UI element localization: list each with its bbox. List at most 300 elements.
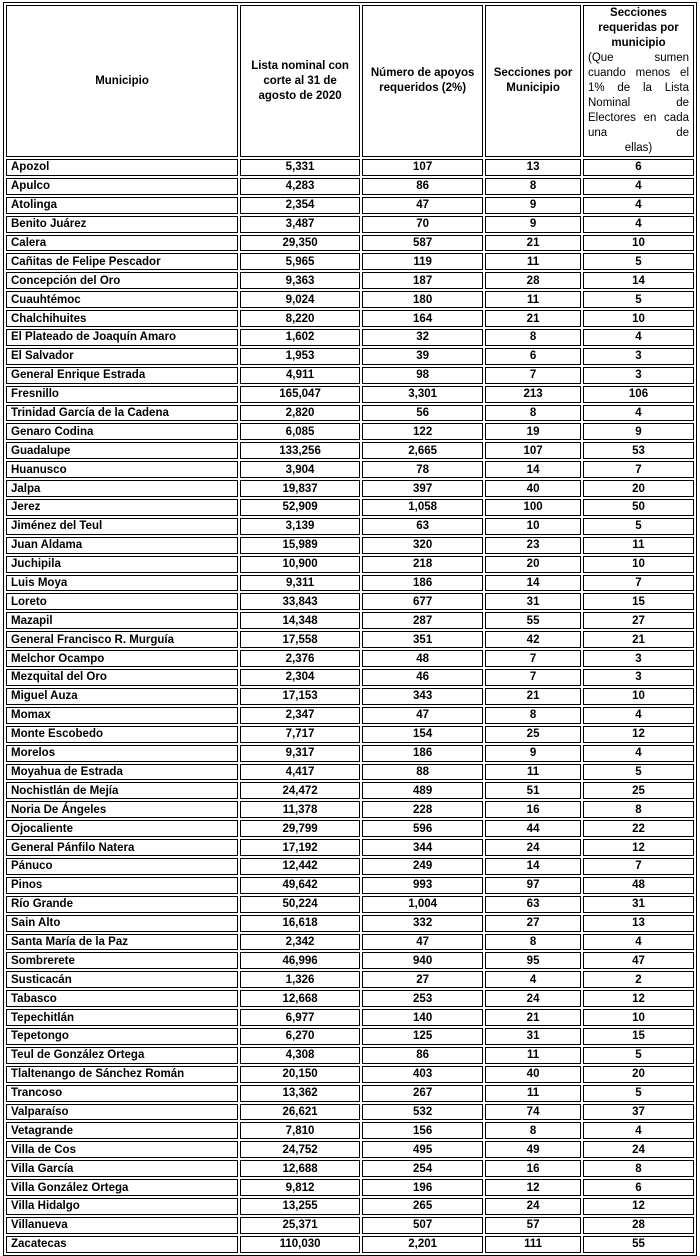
table-row: [6, 499, 694, 516]
cell-lista-nominal: 8,220: [240, 310, 360, 327]
cell-municipio: Benito Juárez: [6, 216, 238, 233]
cell-secciones-requeridas: 15: [583, 593, 694, 610]
cell-municipio: Pánuco: [6, 858, 238, 875]
table-row: [6, 631, 694, 648]
cell-apoyos-requeridos: 47: [362, 934, 483, 951]
cell-lista-nominal: 2,347: [240, 707, 360, 724]
cell-secciones-requeridas: 10: [583, 688, 694, 705]
cell-lista-nominal: 6,977: [240, 1009, 360, 1026]
cell-apoyos-requeridos: 287: [362, 612, 483, 629]
cell-secciones-por-municipio: 51: [485, 782, 581, 799]
cell-apoyos-requeridos: 140: [362, 1009, 483, 1026]
cell-lista-nominal: 24,472: [240, 782, 360, 799]
cell-secciones-requeridas: 10: [583, 235, 694, 252]
cell-secciones-requeridas: 5: [583, 518, 694, 535]
cell-secciones-requeridas: 24: [583, 1141, 694, 1158]
cell-secciones-por-municipio: 100: [485, 499, 581, 516]
table-row: [6, 367, 694, 384]
cell-secciones-por-municipio: 42: [485, 631, 581, 648]
cell-lista-nominal: 6,270: [240, 1028, 360, 1045]
cell-apoyos-requeridos: 532: [362, 1104, 483, 1121]
cell-secciones-por-municipio: 21: [485, 310, 581, 327]
cell-lista-nominal: 49,642: [240, 877, 360, 894]
cell-apoyos-requeridos: 267: [362, 1085, 483, 1102]
cell-secciones-por-municipio: 21: [485, 235, 581, 252]
table-row: [6, 896, 694, 913]
cell-apoyos-requeridos: 332: [362, 915, 483, 932]
header-secciones-requeridas: [583, 5, 694, 157]
cell-secciones-por-municipio: 14: [485, 575, 581, 592]
cell-apoyos-requeridos: 344: [362, 839, 483, 856]
cell-apoyos-requeridos: 56: [362, 405, 483, 422]
cell-secciones-requeridas: 4: [583, 707, 694, 724]
cell-secciones-requeridas: 11: [583, 537, 694, 554]
cell-secciones-por-municipio: 7: [485, 367, 581, 384]
table-row: [6, 461, 694, 478]
cell-municipio: El Salvador: [6, 348, 238, 365]
cell-secciones-requeridas: 5: [583, 1085, 694, 1102]
cell-apoyos-requeridos: 180: [362, 291, 483, 308]
cell-municipio: Morelos: [6, 745, 238, 762]
cell-apoyos-requeridos: 3,301: [362, 386, 483, 403]
cell-municipio: Trancoso: [6, 1085, 238, 1102]
cell-lista-nominal: 14,348: [240, 612, 360, 629]
cell-secciones-por-municipio: 7: [485, 650, 581, 667]
cell-municipio: Sombrerete: [6, 952, 238, 969]
cell-secciones-por-municipio: 111: [485, 1236, 581, 1253]
header-lista-nominal: Lista nominal con corte al 31 de agosto de 2020: [240, 5, 360, 157]
cell-municipio: Luis Moya: [6, 575, 238, 592]
cell-apoyos-requeridos: 187: [362, 272, 483, 289]
table-row: [6, 178, 694, 195]
cell-secciones-por-municipio: 21: [485, 688, 581, 705]
cell-lista-nominal: 17,153: [240, 688, 360, 705]
cell-municipio: Villanueva: [6, 1217, 238, 1234]
cell-apoyos-requeridos: 343: [362, 688, 483, 705]
header-secciones-requeridas-title: Secciones requeridas por municipio: [598, 7, 679, 49]
cell-secciones-requeridas: 48: [583, 877, 694, 894]
cell-apoyos-requeridos: 1,058: [362, 499, 483, 516]
cell-secciones-requeridas: 7: [583, 858, 694, 875]
cell-apoyos-requeridos: 587: [362, 235, 483, 252]
cell-secciones-por-municipio: 97: [485, 877, 581, 894]
cell-secciones-requeridas: 20: [583, 480, 694, 497]
table-row: [6, 423, 694, 440]
cell-municipio: Huanusco: [6, 461, 238, 478]
cell-apoyos-requeridos: 107: [362, 159, 483, 176]
cell-secciones-por-municipio: 8: [485, 329, 581, 346]
cell-secciones-por-municipio: 7: [485, 669, 581, 686]
cell-secciones-por-municipio: 16: [485, 801, 581, 818]
cell-secciones-por-municipio: 6: [485, 348, 581, 365]
cell-lista-nominal: 1,602: [240, 329, 360, 346]
cell-lista-nominal: 1,953: [240, 348, 360, 365]
cell-secciones-requeridas: 37: [583, 1104, 694, 1121]
cell-secciones-por-municipio: 21: [485, 1009, 581, 1026]
cell-municipio: Pinos: [6, 877, 238, 894]
cell-apoyos-requeridos: 489: [362, 782, 483, 799]
cell-secciones-requeridas: 28: [583, 1217, 694, 1234]
table-row: [6, 1217, 694, 1234]
cell-apoyos-requeridos: 1,004: [362, 896, 483, 913]
cell-municipio: Villa Hidalgo: [6, 1198, 238, 1215]
cell-secciones-por-municipio: 19: [485, 423, 581, 440]
cell-municipio: Vetagrande: [6, 1122, 238, 1139]
table-row: [6, 1122, 694, 1139]
municipios-table: [3, 2, 697, 1256]
cell-secciones-requeridas: 4: [583, 934, 694, 951]
cell-secciones-por-municipio: 8: [485, 707, 581, 724]
cell-municipio: Teul de González Ortega: [6, 1047, 238, 1064]
cell-municipio: Apulco: [6, 178, 238, 195]
cell-secciones-requeridas: 10: [583, 556, 694, 573]
cell-secciones-requeridas: 4: [583, 216, 694, 233]
cell-secciones-por-municipio: 4: [485, 971, 581, 988]
cell-secciones-por-municipio: 16: [485, 1160, 581, 1177]
cell-apoyos-requeridos: 265: [362, 1198, 483, 1215]
table-row: [6, 971, 694, 988]
table-row: [6, 745, 694, 762]
cell-apoyos-requeridos: 403: [362, 1066, 483, 1083]
header-secciones-por-municipio: Secciones por Municipio: [485, 5, 581, 157]
cell-apoyos-requeridos: 397: [362, 480, 483, 497]
cell-apoyos-requeridos: 88: [362, 764, 483, 781]
cell-municipio: Villa de Cos: [6, 1141, 238, 1158]
cell-secciones-por-municipio: 11: [485, 1047, 581, 1064]
cell-lista-nominal: 2,342: [240, 934, 360, 951]
table-row: [6, 782, 694, 799]
cell-lista-nominal: 9,311: [240, 575, 360, 592]
cell-lista-nominal: 3,487: [240, 216, 360, 233]
cell-apoyos-requeridos: 47: [362, 707, 483, 724]
cell-secciones-requeridas: 4: [583, 197, 694, 214]
cell-secciones-por-municipio: 11: [485, 764, 581, 781]
cell-apoyos-requeridos: 164: [362, 310, 483, 327]
cell-secciones-por-municipio: 213: [485, 386, 581, 403]
cell-apoyos-requeridos: 993: [362, 877, 483, 894]
header-municipio: Municipio: [6, 5, 238, 157]
cell-municipio: Atolinga: [6, 197, 238, 214]
cell-secciones-por-municipio: 12: [485, 1179, 581, 1196]
cell-municipio: Río Grande: [6, 896, 238, 913]
cell-secciones-requeridas: 55: [583, 1236, 694, 1253]
cell-municipio: Zacatecas: [6, 1236, 238, 1253]
cell-lista-nominal: 3,139: [240, 518, 360, 535]
cell-lista-nominal: 7,717: [240, 726, 360, 743]
cell-municipio: Concepción del Oro: [6, 272, 238, 289]
table-row: [6, 575, 694, 592]
cell-municipio: Chalchihuites: [6, 310, 238, 327]
cell-secciones-requeridas: 6: [583, 1179, 694, 1196]
table-body: [6, 159, 694, 1253]
cell-lista-nominal: 3,904: [240, 461, 360, 478]
cell-apoyos-requeridos: 70: [362, 216, 483, 233]
table-row: [6, 1104, 694, 1121]
document-page: [3, 2, 697, 1256]
cell-municipio: Monte Escobedo: [6, 726, 238, 743]
cell-lista-nominal: 2,820: [240, 405, 360, 422]
cell-lista-nominal: 2,304: [240, 669, 360, 686]
cell-municipio: Ojocaliente: [6, 820, 238, 837]
cell-secciones-por-municipio: 25: [485, 726, 581, 743]
cell-secciones-requeridas: 7: [583, 575, 694, 592]
cell-secciones-requeridas: 53: [583, 442, 694, 459]
table-row: [6, 669, 694, 686]
cell-secciones-por-municipio: 9: [485, 197, 581, 214]
cell-apoyos-requeridos: 27: [362, 971, 483, 988]
table-row: [6, 1066, 694, 1083]
cell-apoyos-requeridos: 39: [362, 348, 483, 365]
table-row: [6, 1236, 694, 1253]
cell-municipio: Momax: [6, 707, 238, 724]
cell-secciones-por-municipio: 8: [485, 934, 581, 951]
cell-apoyos-requeridos: 2,201: [362, 1236, 483, 1253]
cell-secciones-requeridas: 4: [583, 405, 694, 422]
cell-secciones-por-municipio: 49: [485, 1141, 581, 1158]
cell-secciones-requeridas: 12: [583, 990, 694, 1007]
cell-lista-nominal: 5,965: [240, 253, 360, 270]
cell-secciones-por-municipio: 24: [485, 1198, 581, 1215]
cell-secciones-requeridas: 20: [583, 1066, 694, 1083]
cell-lista-nominal: 19,837: [240, 480, 360, 497]
cell-lista-nominal: 10,900: [240, 556, 360, 573]
header-secciones-requeridas-note-end: ellas): [624, 142, 653, 154]
cell-secciones-requeridas: 12: [583, 1198, 694, 1215]
cell-lista-nominal: 9,363: [240, 272, 360, 289]
cell-secciones-requeridas: 10: [583, 310, 694, 327]
cell-municipio: Moyahua de Estrada: [6, 764, 238, 781]
cell-secciones-requeridas: 25: [583, 782, 694, 799]
table-row: [6, 707, 694, 724]
table-row: [6, 612, 694, 629]
table-row: [6, 650, 694, 667]
cell-apoyos-requeridos: 186: [362, 575, 483, 592]
cell-municipio: Nochistlán de Mejía: [6, 782, 238, 799]
cell-lista-nominal: 9,024: [240, 291, 360, 308]
cell-secciones-requeridas: 106: [583, 386, 694, 403]
table-row: [6, 858, 694, 875]
cell-lista-nominal: 4,283: [240, 178, 360, 195]
cell-lista-nominal: 29,799: [240, 820, 360, 837]
cell-municipio: Mazapil: [6, 612, 238, 629]
cell-apoyos-requeridos: 46: [362, 669, 483, 686]
cell-apoyos-requeridos: 249: [362, 858, 483, 875]
cell-secciones-por-municipio: 14: [485, 461, 581, 478]
cell-lista-nominal: 165,047: [240, 386, 360, 403]
cell-lista-nominal: 52,909: [240, 499, 360, 516]
cell-municipio: Tabasco: [6, 990, 238, 1007]
cell-municipio: Jerez: [6, 499, 238, 516]
cell-secciones-por-municipio: 20: [485, 556, 581, 573]
cell-municipio: Tepetongo: [6, 1028, 238, 1045]
cell-municipio: Valparaíso: [6, 1104, 238, 1121]
cell-lista-nominal: 15,989: [240, 537, 360, 554]
cell-secciones-por-municipio: 63: [485, 896, 581, 913]
table-row: [6, 764, 694, 781]
cell-secciones-por-municipio: 57: [485, 1217, 581, 1234]
cell-apoyos-requeridos: 351: [362, 631, 483, 648]
cell-secciones-requeridas: 2: [583, 971, 694, 988]
cell-apoyos-requeridos: 125: [362, 1028, 483, 1045]
cell-apoyos-requeridos: 63: [362, 518, 483, 535]
table-row: [6, 329, 694, 346]
table-row: [6, 197, 694, 214]
table-row: [6, 272, 694, 289]
table-row: [6, 348, 694, 365]
table-row: [6, 877, 694, 894]
cell-secciones-por-municipio: 24: [485, 990, 581, 1007]
cell-apoyos-requeridos: 2,665: [362, 442, 483, 459]
cell-secciones-requeridas: 13: [583, 915, 694, 932]
cell-municipio: Tlaltenango de Sánchez Román: [6, 1066, 238, 1083]
cell-secciones-por-municipio: 55: [485, 612, 581, 629]
cell-secciones-requeridas: 4: [583, 329, 694, 346]
cell-lista-nominal: 25,371: [240, 1217, 360, 1234]
cell-secciones-requeridas: 3: [583, 348, 694, 365]
cell-municipio: Villa García: [6, 1160, 238, 1177]
cell-municipio: Sain Alto: [6, 915, 238, 932]
cell-secciones-por-municipio: 8: [485, 405, 581, 422]
cell-lista-nominal: 26,621: [240, 1104, 360, 1121]
cell-lista-nominal: 20,150: [240, 1066, 360, 1083]
table-row: [6, 1009, 694, 1026]
cell-lista-nominal: 9,317: [240, 745, 360, 762]
cell-secciones-por-municipio: 95: [485, 952, 581, 969]
table-row: [6, 235, 694, 252]
table-row: [6, 405, 694, 422]
cell-apoyos-requeridos: 320: [362, 537, 483, 554]
cell-secciones-requeridas: 3: [583, 650, 694, 667]
cell-municipio: Tepechitlán: [6, 1009, 238, 1026]
cell-secciones-requeridas: 27: [583, 612, 694, 629]
cell-municipio: Miguel Auza: [6, 688, 238, 705]
table-row: [6, 1047, 694, 1064]
cell-secciones-requeridas: 12: [583, 839, 694, 856]
cell-municipio: Susticacán: [6, 971, 238, 988]
cell-municipio: General Enrique Estrada: [6, 367, 238, 384]
table-row: [6, 726, 694, 743]
table-row: [6, 1085, 694, 1102]
cell-secciones-por-municipio: 40: [485, 1066, 581, 1083]
cell-secciones-por-municipio: 11: [485, 291, 581, 308]
cell-municipio: Santa María de la Paz: [6, 934, 238, 951]
cell-apoyos-requeridos: 122: [362, 423, 483, 440]
cell-municipio: Apozol: [6, 159, 238, 176]
cell-secciones-por-municipio: 28: [485, 272, 581, 289]
cell-secciones-por-municipio: 31: [485, 1028, 581, 1045]
cell-secciones-por-municipio: 8: [485, 178, 581, 195]
cell-secciones-requeridas: 5: [583, 291, 694, 308]
table-row: [6, 310, 694, 327]
cell-secciones-por-municipio: 31: [485, 593, 581, 610]
cell-municipio: General Pánfilo Natera: [6, 839, 238, 856]
cell-apoyos-requeridos: 78: [362, 461, 483, 478]
table-row: [6, 688, 694, 705]
cell-apoyos-requeridos: 186: [362, 745, 483, 762]
cell-municipio: Juchipila: [6, 556, 238, 573]
table-row: [6, 442, 694, 459]
cell-secciones-requeridas: 15: [583, 1028, 694, 1045]
cell-secciones-por-municipio: 11: [485, 1085, 581, 1102]
cell-lista-nominal: 4,308: [240, 1047, 360, 1064]
cell-municipio: Genaro Codina: [6, 423, 238, 440]
cell-lista-nominal: 110,030: [240, 1236, 360, 1253]
cell-secciones-requeridas: 5: [583, 764, 694, 781]
cell-municipio: Jiménez del Teul: [6, 518, 238, 535]
table-row: [6, 556, 694, 573]
cell-municipio: Melchor Ocampo: [6, 650, 238, 667]
cell-municipio: Cañitas de Felipe Pescador: [6, 253, 238, 270]
table-row: [6, 1141, 694, 1158]
table-row: [6, 593, 694, 610]
table-row: [6, 1028, 694, 1045]
cell-lista-nominal: 29,350: [240, 235, 360, 252]
cell-apoyos-requeridos: 677: [362, 593, 483, 610]
cell-secciones-por-municipio: 23: [485, 537, 581, 554]
cell-secciones-por-municipio: 24: [485, 839, 581, 856]
cell-secciones-requeridas: 10: [583, 1009, 694, 1026]
cell-secciones-requeridas: 50: [583, 499, 694, 516]
cell-secciones-por-municipio: 11: [485, 253, 581, 270]
cell-secciones-requeridas: 4: [583, 745, 694, 762]
cell-lista-nominal: 13,362: [240, 1085, 360, 1102]
cell-lista-nominal: 12,668: [240, 990, 360, 1007]
table-row: [6, 1179, 694, 1196]
cell-apoyos-requeridos: 507: [362, 1217, 483, 1234]
cell-secciones-requeridas: 9: [583, 423, 694, 440]
cell-lista-nominal: 16,618: [240, 915, 360, 932]
cell-apoyos-requeridos: 228: [362, 801, 483, 818]
cell-apoyos-requeridos: 47: [362, 197, 483, 214]
cell-lista-nominal: 4,911: [240, 367, 360, 384]
table-row: [6, 518, 694, 535]
cell-apoyos-requeridos: 156: [362, 1122, 483, 1139]
cell-secciones-por-municipio: 8: [485, 1122, 581, 1139]
cell-lista-nominal: 133,256: [240, 442, 360, 459]
cell-secciones-requeridas: 12: [583, 726, 694, 743]
cell-apoyos-requeridos: 86: [362, 178, 483, 195]
cell-apoyos-requeridos: 32: [362, 329, 483, 346]
cell-secciones-por-municipio: 40: [485, 480, 581, 497]
cell-secciones-requeridas: 5: [583, 1047, 694, 1064]
cell-lista-nominal: 9,812: [240, 1179, 360, 1196]
cell-secciones-requeridas: 5: [583, 253, 694, 270]
cell-apoyos-requeridos: 253: [362, 990, 483, 1007]
table-row: [6, 537, 694, 554]
cell-lista-nominal: 12,688: [240, 1160, 360, 1177]
table-row: [6, 1198, 694, 1215]
cell-apoyos-requeridos: 495: [362, 1141, 483, 1158]
cell-secciones-requeridas: 3: [583, 367, 694, 384]
cell-secciones-por-municipio: 74: [485, 1104, 581, 1121]
table-header-row: [6, 5, 694, 157]
cell-municipio: Noria De Ángeles: [6, 801, 238, 818]
cell-lista-nominal: 17,558: [240, 631, 360, 648]
cell-lista-nominal: 2,376: [240, 650, 360, 667]
cell-secciones-por-municipio: 44: [485, 820, 581, 837]
cell-municipio: Guadalupe: [6, 442, 238, 459]
cell-lista-nominal: 2,354: [240, 197, 360, 214]
cell-secciones-requeridas: 21: [583, 631, 694, 648]
cell-secciones-requeridas: 4: [583, 1122, 694, 1139]
header-apoyos-requeridos: Número de apoyos requeridos (2%): [362, 5, 483, 157]
table-row: [6, 216, 694, 233]
cell-apoyos-requeridos: 218: [362, 556, 483, 573]
cell-lista-nominal: 12,442: [240, 858, 360, 875]
cell-municipio: Jalpa: [6, 480, 238, 497]
cell-secciones-requeridas: 6: [583, 159, 694, 176]
cell-municipio: General Francisco R. Murguía: [6, 631, 238, 648]
